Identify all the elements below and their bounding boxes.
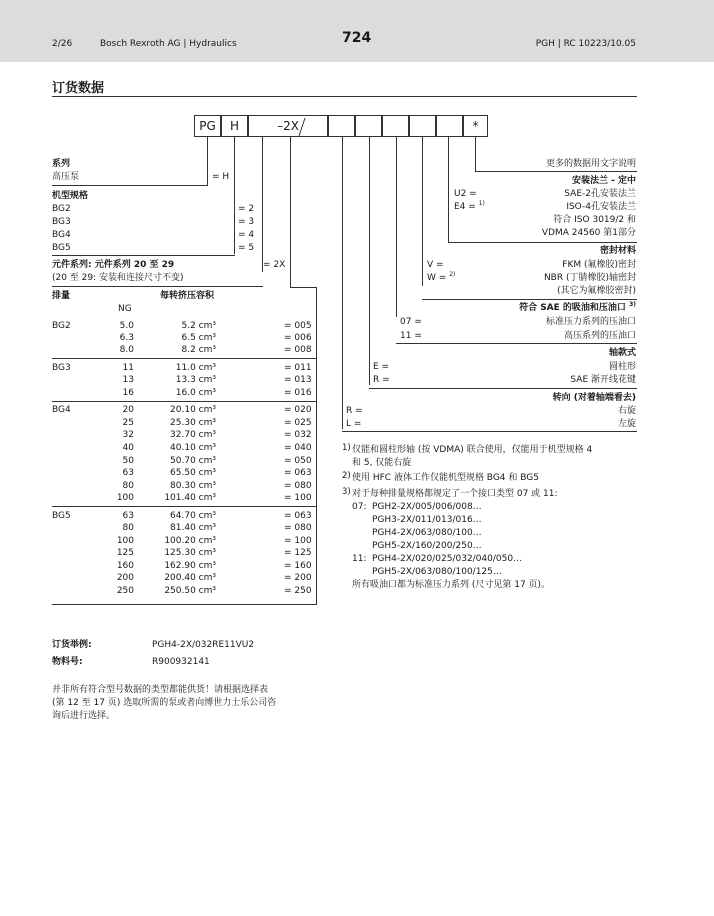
volume-value: 125.30 cm³ <box>164 548 216 558</box>
direction-rule <box>342 431 637 432</box>
ng-value: 250 <box>116 586 134 596</box>
ng-value: 13 <box>122 375 134 385</box>
footnote-1-cont: 和 5, 仅能右旋 <box>352 458 412 468</box>
port-title <box>519 303 636 314</box>
footnote-ref: 2) <box>449 271 456 278</box>
ng-value: 20 <box>122 405 134 415</box>
ng-value: 63 <box>122 468 134 478</box>
code-box-series-text: –2X <box>277 119 299 133</box>
disp-code: = 020 <box>284 405 312 415</box>
component-rule <box>52 286 263 287</box>
size-code: = 2 <box>238 204 255 214</box>
ng-value: 8.0 <box>119 345 134 355</box>
title-rule <box>52 96 637 97</box>
disp-code: = 025 <box>284 418 312 428</box>
shaft-e-desc: 圆柱形 <box>608 362 636 372</box>
shaft-e-code: E = <box>373 362 390 372</box>
direction-title: 转向 (对着轴端看去) <box>552 393 636 403</box>
order-example-value: PGH4-2X/032RE11VU2 <box>152 640 255 650</box>
displacement-table-right-line <box>316 287 317 605</box>
connector-shaft <box>369 137 370 385</box>
size-code: = 4 <box>238 230 255 240</box>
code-box-pg: PG <box>194 115 221 137</box>
flange-e4-code <box>454 202 485 213</box>
disp-code: = 160 <box>284 561 312 571</box>
footnote-3-07-line: PGH3-2X/011/013/016… <box>372 515 482 525</box>
box-top-rule <box>248 115 488 116</box>
ng-value: 200 <box>116 573 134 583</box>
disp-code: = 050 <box>284 456 312 466</box>
code-box-port <box>409 115 436 137</box>
footnote-3-11-line: PGH4-2X/020/025/032/040/050… <box>372 554 523 564</box>
footnote-3: 对于每种排量规格都规定了一个接口类型 07 或 11: <box>352 489 558 499</box>
disp-code: = 080 <box>284 523 312 533</box>
disp-code: = 100 <box>284 493 312 503</box>
group-rule <box>52 604 317 605</box>
ng-value: 25 <box>122 418 134 428</box>
volume-value: 11.0 cm³ <box>175 363 216 373</box>
volume-value: 100.20 cm³ <box>164 536 216 546</box>
connector-port <box>396 137 397 317</box>
volume-value: 64.70 cm³ <box>170 511 216 521</box>
disp-code: = 100 <box>284 536 312 546</box>
code-box-seal <box>436 115 463 137</box>
disp-code: = 063 <box>284 468 312 478</box>
slash-mark <box>296 117 308 137</box>
code-box-series <box>248 115 328 137</box>
connector-series <box>207 137 208 186</box>
series-item: 高压泵 <box>52 172 80 182</box>
seal-rule <box>422 299 637 300</box>
displacement-label: 排量 <box>52 291 71 301</box>
volume-value: 40.10 cm³ <box>170 443 216 453</box>
volume-value: 13.3 cm³ <box>175 375 216 385</box>
group-rule <box>52 506 316 507</box>
footnote-2-mark: 2) <box>342 471 351 481</box>
component-series-text: 元件系列: 元件系列 20 至 29 <box>52 260 175 270</box>
ng-value: 16 <box>122 388 134 398</box>
connector-size <box>234 137 235 254</box>
availability-note: (第 12 至 17 页) 选取所需的泵或者向博世力士乐公司咨 <box>52 698 277 708</box>
ng-value: 5.0 <box>119 321 134 331</box>
direction-l-code: L = <box>346 419 362 429</box>
flange-u2-code: U2 = <box>454 189 477 199</box>
disp-code: = 032 <box>284 430 312 440</box>
size-name: BG5 <box>52 243 71 253</box>
group-rule <box>52 401 316 402</box>
ng-value: 100 <box>116 536 134 546</box>
more-rule <box>475 171 637 172</box>
volume-value: 25.30 cm³ <box>170 418 216 428</box>
volume-value: 101.40 cm³ <box>164 493 216 503</box>
footnote-3-07-line: PGH5-2X/160/200/250… <box>372 541 482 551</box>
disp-code: = 040 <box>284 443 312 453</box>
code-box-h: H <box>221 115 248 137</box>
seal-v-code: V = <box>427 260 444 270</box>
series-code: = H <box>212 172 230 182</box>
connector-flange <box>448 137 449 242</box>
disp-code: = 013 <box>284 375 312 385</box>
page-code: 724 <box>342 30 372 46</box>
direction-r-desc: 右旋 <box>617 406 636 416</box>
seal-w-code-text: W = <box>427 273 447 283</box>
footnote-3-07-line: PGH2-2X/005/006/008… <box>372 502 482 512</box>
series-label: 系列 <box>52 159 71 169</box>
footnote-1: 仅能和圆柱形轴 (按 VDMA) 联合使用，仅能用于机型规格 4 <box>352 445 593 455</box>
code-box-displacement <box>328 115 355 137</box>
order-example-label: 订货举例: <box>52 640 92 650</box>
ng-value: 160 <box>116 561 134 571</box>
disp-code: = 016 <box>284 388 312 398</box>
disp-code: = 005 <box>284 321 312 331</box>
connector-seal <box>422 137 423 286</box>
section-title: 订货数据 <box>52 81 105 96</box>
ng-value: 63 <box>122 511 134 521</box>
company-name: Bosch Rexroth AG | Hydraulics <box>100 39 237 49</box>
group-name: BG3 <box>52 363 71 373</box>
disp-code: = 080 <box>284 481 312 491</box>
component-series-label <box>52 260 174 271</box>
size-name: BG2 <box>52 204 71 214</box>
volume-value: 5.2 cm³ <box>181 321 216 331</box>
disp-code: = 011 <box>284 363 312 373</box>
ng-value: 11 <box>122 363 134 373</box>
port-07-code: 07 = <box>400 317 422 327</box>
connector-direction <box>342 137 343 429</box>
ng-value: 6.3 <box>119 333 134 343</box>
footnote-3-11: 11: <box>352 554 367 564</box>
footnote-3-07: 07: <box>352 502 367 512</box>
port-rule <box>396 343 637 344</box>
document-reference: PGH | RC 10223/10.05 <box>535 39 636 49</box>
seal-title: 密封材料 <box>599 246 636 256</box>
size-code: = 5 <box>238 243 255 253</box>
flange-e4-desc3: VDMA 24560 第1部分 <box>541 228 636 238</box>
size-label: 机型规格 <box>52 191 89 201</box>
ng-label: NG <box>118 304 132 314</box>
ng-value: 125 <box>116 548 134 558</box>
availability-note: 并非所有符合型号数据的类型都能供货！请根据选择表 <box>52 685 269 695</box>
footnote-ref: 3) <box>629 301 636 308</box>
part-number-label: 物料号: <box>52 657 83 667</box>
group-name: BG5 <box>52 511 71 521</box>
flange-e4-code-text: E4 = <box>454 202 476 212</box>
connector-component <box>262 137 263 272</box>
footnote-1-mark: 1) <box>342 443 351 453</box>
volume-value: 200.40 cm³ <box>164 573 216 583</box>
ng-value: 80 <box>122 481 134 491</box>
footnote-ref: 1) <box>478 200 485 207</box>
disp-code: = 006 <box>284 333 312 343</box>
flange-title: 安装法兰 - 定中 <box>571 176 636 186</box>
availability-note: 询后进行选择。 <box>52 711 116 721</box>
footnote-3-mark: 3) <box>342 487 351 497</box>
ng-value: 80 <box>122 523 134 533</box>
volume-value: 8.2 cm³ <box>181 345 216 355</box>
volume-value: 162.90 cm³ <box>164 561 216 571</box>
more-data-label: 更多的数据用文字说明 <box>545 159 636 169</box>
size-name: BG3 <box>52 217 71 227</box>
size-rule <box>52 255 235 256</box>
port-title-text: 符合 SAE 的吸油和压油口 <box>519 303 626 313</box>
ng-value: 100 <box>116 493 134 503</box>
flange-e4-desc2: 符合 ISO 3019/2 和 <box>553 215 636 225</box>
group-rule <box>52 358 316 359</box>
connector-displacement <box>290 137 291 287</box>
connector-displacement-h <box>290 287 317 288</box>
seal-w-desc2: (其它为氟橡胶密封) <box>556 286 636 296</box>
disp-code: = 200 <box>284 573 312 583</box>
seal-w-desc: NBR (丁腈橡胶)轴密封 <box>543 273 636 283</box>
code-box-more: * <box>463 115 488 137</box>
group-name: BG2 <box>52 321 71 331</box>
direction-r-code: R = <box>346 406 363 416</box>
footnote-3-07-line: PGH4-2X/063/080/100… <box>372 528 482 538</box>
disp-code: = 125 <box>284 548 312 558</box>
code-box-direction <box>355 115 382 137</box>
shaft-r-code: R = <box>373 375 390 385</box>
group-name: BG4 <box>52 405 71 415</box>
footnote-2: 使用 HFC 液体工作仅能机型规格 BG4 和 BG5 <box>352 473 539 483</box>
shaft-title: 轴款式 <box>608 348 636 358</box>
component-series-note: (20 至 29: 安装和连接尺寸不变) <box>52 273 184 283</box>
volume-value: 50.70 cm³ <box>170 456 216 466</box>
footnote-all-suction: 所有吸油口都为标准压力系列 (尺寸见第 17 页)。 <box>352 580 551 590</box>
flange-e4-desc: ISO-4孔安装法兰 <box>566 202 636 212</box>
seal-w-code <box>427 273 455 284</box>
volume-value: 250.50 cm³ <box>164 586 216 596</box>
volume-value: 65.50 cm³ <box>170 468 216 478</box>
volume-value: 20.10 cm³ <box>170 405 216 415</box>
connector-more <box>475 137 476 171</box>
code-box-shaft <box>382 115 409 137</box>
footnote-3-11-line: PGH5-2X/063/080/100/125… <box>372 567 502 577</box>
component-series-code: = 2X <box>263 260 286 270</box>
volume-value: 80.30 cm³ <box>170 481 216 491</box>
shaft-r-desc: SAE 渐开线花键 <box>570 375 636 385</box>
page-number: 2/26 <box>52 39 73 49</box>
shaft-rule <box>369 388 637 389</box>
part-number-value: R900932141 <box>152 657 210 667</box>
volume-value: 81.40 cm³ <box>170 523 216 533</box>
disp-code: = 250 <box>284 586 312 596</box>
port-11-code: 11 = <box>400 331 422 341</box>
port-07-desc: 标准压力系列的压油口 <box>545 317 636 327</box>
direction-l-desc: 左旋 <box>617 419 636 429</box>
volume-value: 6.5 cm³ <box>181 333 216 343</box>
volume-value: 16.0 cm³ <box>175 388 216 398</box>
flange-u2-desc: SAE-2孔安装法兰 <box>564 189 636 199</box>
disp-code: = 063 <box>284 511 312 521</box>
series-rule <box>52 185 208 186</box>
size-name: BG4 <box>52 230 71 240</box>
port-11-desc: 高压系列的压油口 <box>563 331 636 341</box>
flange-rule <box>448 242 637 243</box>
seal-v-desc: FKM (氟橡胶)密封 <box>562 260 636 270</box>
volume-value: 32.70 cm³ <box>170 430 216 440</box>
displacement-volume-label: 每转挤压容积 <box>160 291 215 301</box>
disp-code: = 008 <box>284 345 312 355</box>
size-code: = 3 <box>238 217 255 227</box>
ng-value: 40 <box>122 443 134 453</box>
ng-value: 50 <box>122 456 134 466</box>
ng-value: 32 <box>122 430 134 440</box>
